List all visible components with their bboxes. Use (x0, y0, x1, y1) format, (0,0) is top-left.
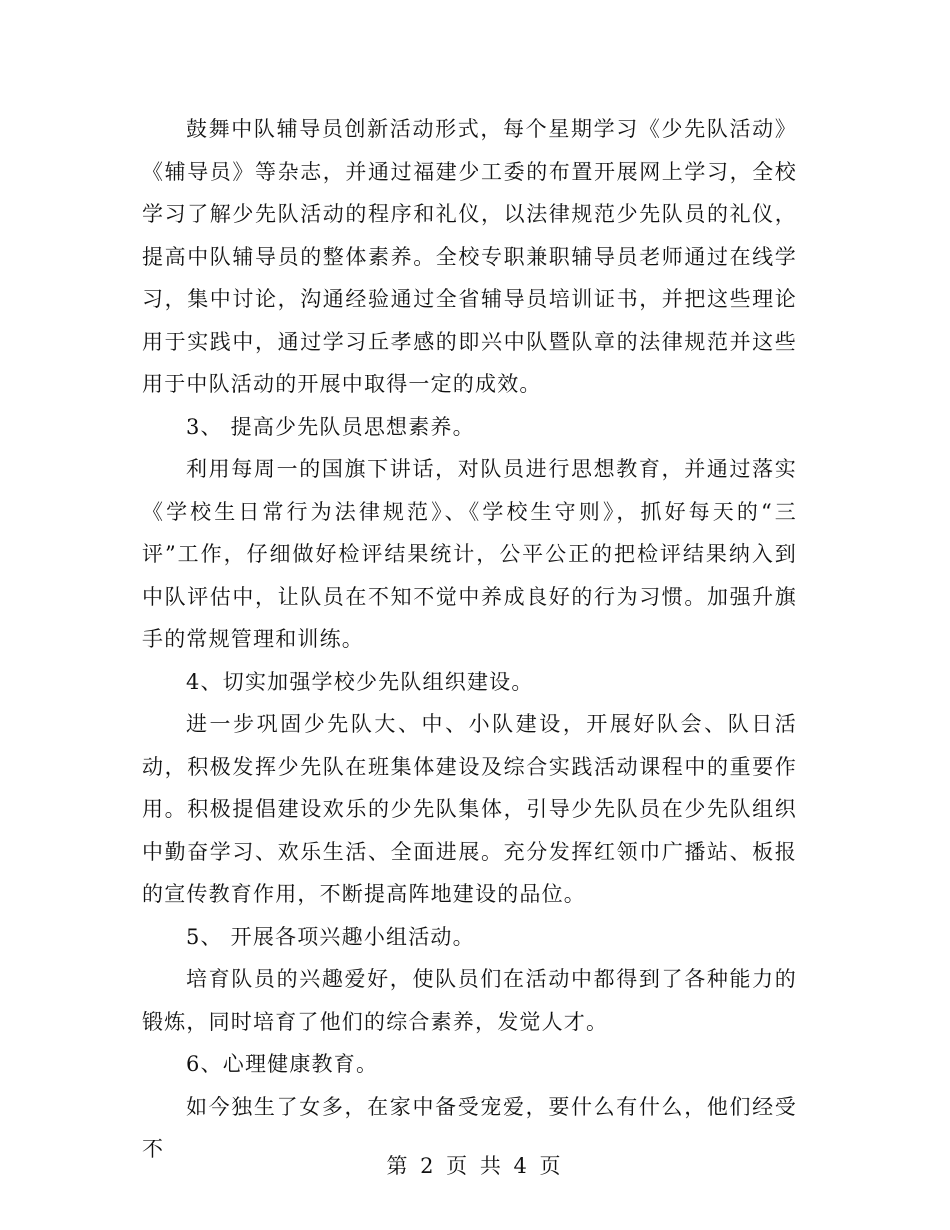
paragraph-organization-building: 进一步巩固少先队大、中、小队建设，开展好队会、队日活动，积极发挥少先队在班集体建设及综合实践活动课程中的重要作用。积极提倡建设欢乐的少先队集体，引导少先队员在少先队组织中勤奋学习、欢乐生活、全面进展。充分发挥红领巾广播站、板报的宣传教育作用，不断提高阵地建设的品位。 (142, 712, 797, 906)
section-heading-3: 3、 提高少先队员思想素养。 (186, 414, 475, 439)
section-heading-6: 6、心理健康教育。 (186, 1052, 379, 1076)
paragraph-counselor-training: 鼓舞中队辅导员创新活动形式，每个星期学习《少先队活动》《辅导员》等杂志，并通过福建少工委的布置开展网上学习，全校学习了解少先队活动的程序和礼仪，以法律规范少先队员的礼仪，提高中队辅导员的整体素养。全校专职兼职辅导员老师通过在线学习，集中讨论，沟通经验通过全省辅导员培训证书，并把这些理论用于实践中，通过学习丘孝感的即兴中队暨队章的法律规范并这些用于中队活动的开展中取得一定的成效。 (142, 117, 797, 396)
section-heading-5: 5、 开展各项兴趣小组活动。 (186, 924, 475, 949)
document-body (142, 108, 797, 1171)
paragraph-mental-health: 如今独生了女多，在家中备受宠爱，要什么有什么，他们经受不 (142, 1094, 797, 1161)
paragraph-interest-groups: 培育队员的兴趣爱好，使队员们在活动中都得到了各种能力的锻炼，同时培育了他们的综合素养，发觉人才。 (142, 967, 797, 1034)
page-number-footer: 第 2 页 共 4 页 (386, 1154, 564, 1178)
paragraph-ideological-education: 利用每周一的国旗下讲话，对队员进行思想教育，并通过落实《学校生日常行为法律规范》、《学校生守则》，抓好每天的“三评”工作，仔细做好检评结果统计，公平公正的把检评结果纳入到中队评估中，让队员在不知不觉中养成良好的行为习惯。加强升旗手的常规管理和训练。 (142, 457, 797, 651)
section-heading-4: 4、切实加强学校少先队组织建设。 (186, 669, 534, 694)
